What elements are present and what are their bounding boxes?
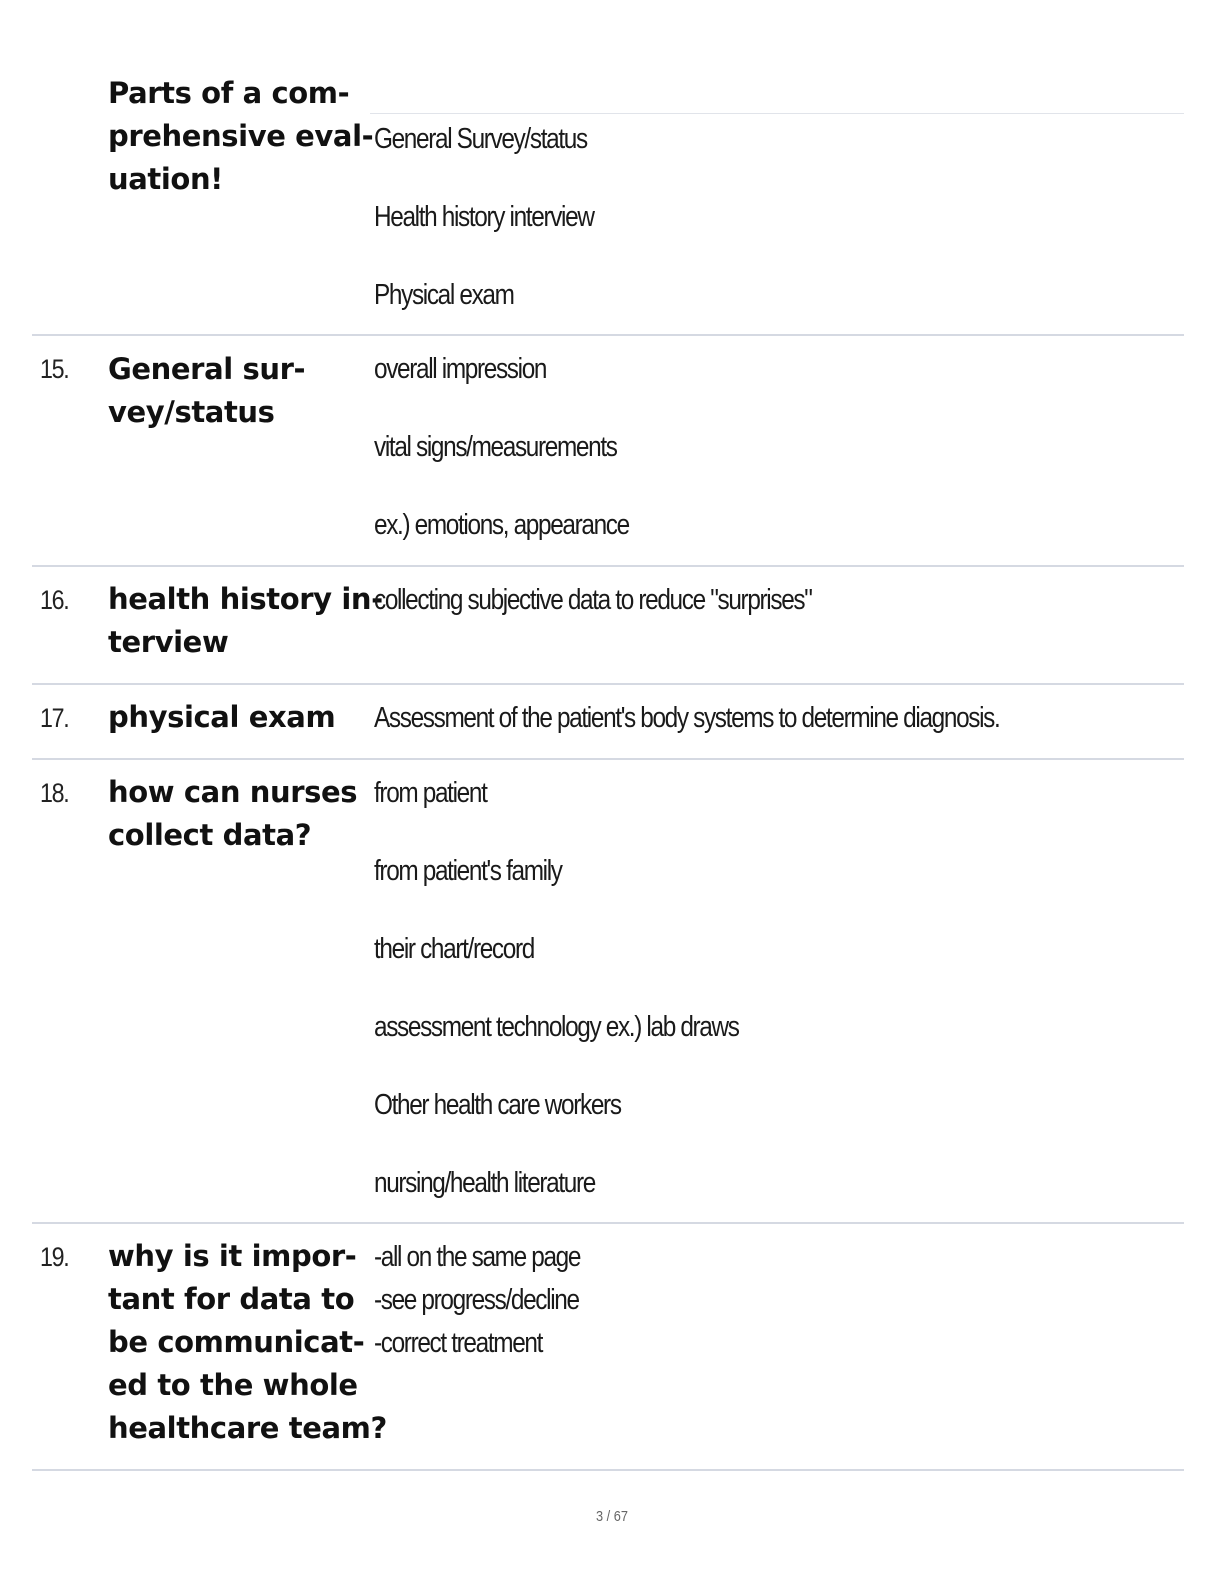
definition-block-line: -all on the same page: [374, 1241, 581, 1273]
definition-item: Other health care workers: [374, 1089, 621, 1121]
term-line: Parts of a com-: [108, 76, 350, 110]
definition-block: [374, 1236, 1174, 1365]
flashcard-page: [32, 0, 1184, 1584]
term-line: prehensive eval-: [108, 119, 374, 153]
row-divider: [32, 334, 1184, 336]
definition-item: General Survey/status: [374, 123, 587, 155]
card-number: 18.: [40, 778, 69, 808]
definition-block-line: -see progress/decline: [374, 1284, 579, 1316]
card-term: [108, 1235, 387, 1450]
term-line: terview: [108, 625, 229, 659]
definition-item: Physical exam: [374, 279, 514, 311]
definition-item: collecting subjective data to reduce "surprises": [374, 584, 812, 616]
term-line: be communicat-: [108, 1325, 365, 1359]
card-term: [108, 696, 370, 739]
term-line: vey/status: [108, 395, 275, 429]
row-divider: [32, 1469, 1184, 1471]
definition-item: ex.) emotions, appearance: [374, 509, 629, 541]
page-number: 3 / 67: [596, 1508, 628, 1525]
term-line: tant for data to: [108, 1282, 355, 1316]
row-divider: [32, 683, 1184, 685]
card-term: [108, 771, 370, 857]
definition-block-line: -correct treatment: [374, 1327, 543, 1359]
card-term: [108, 72, 374, 201]
term-line: physical exam: [108, 700, 336, 734]
term-line: why is it impor-: [108, 1239, 357, 1273]
row-divider: [370, 113, 1184, 114]
card-number: 19.: [40, 1242, 69, 1272]
card-number: 16.: [40, 585, 69, 615]
definition-list: [374, 122, 1174, 312]
term-line: healthcare team?: [108, 1411, 387, 1445]
card-term: [108, 578, 383, 664]
term-line: collect data?: [108, 818, 312, 852]
definition-item: Assessment of the patient's body systems to determine diagnosis.: [374, 702, 1000, 734]
definition-item: assessment technology ex.) lab draws: [374, 1011, 739, 1043]
row-divider: [32, 758, 1184, 760]
definition-item: their chart/record: [374, 933, 534, 965]
definition-list: [374, 701, 1174, 735]
term-line: how can nurses: [108, 775, 358, 809]
term-line: ed to the whole: [108, 1368, 358, 1402]
definition-item: overall impression: [374, 353, 547, 385]
card-term: [108, 348, 370, 434]
row-divider: [32, 565, 1184, 567]
card-number: 15.: [40, 354, 69, 384]
term-line: health history in-: [108, 582, 383, 616]
definition-item: Health history interview: [374, 201, 594, 233]
definition-item: from patient's family: [374, 855, 562, 887]
definition-item: from patient: [374, 777, 487, 809]
card-number: 17.: [40, 703, 69, 733]
term-line: General sur-: [108, 352, 306, 386]
definition-item: vital signs/measurements: [374, 431, 617, 463]
definition-list: [374, 776, 1174, 1200]
term-line: uation!: [108, 162, 224, 196]
row-divider: [32, 1222, 1184, 1224]
definition-item: nursing/health literature: [374, 1167, 595, 1199]
definition-list: [374, 583, 1174, 617]
definition-list: [374, 352, 1174, 542]
